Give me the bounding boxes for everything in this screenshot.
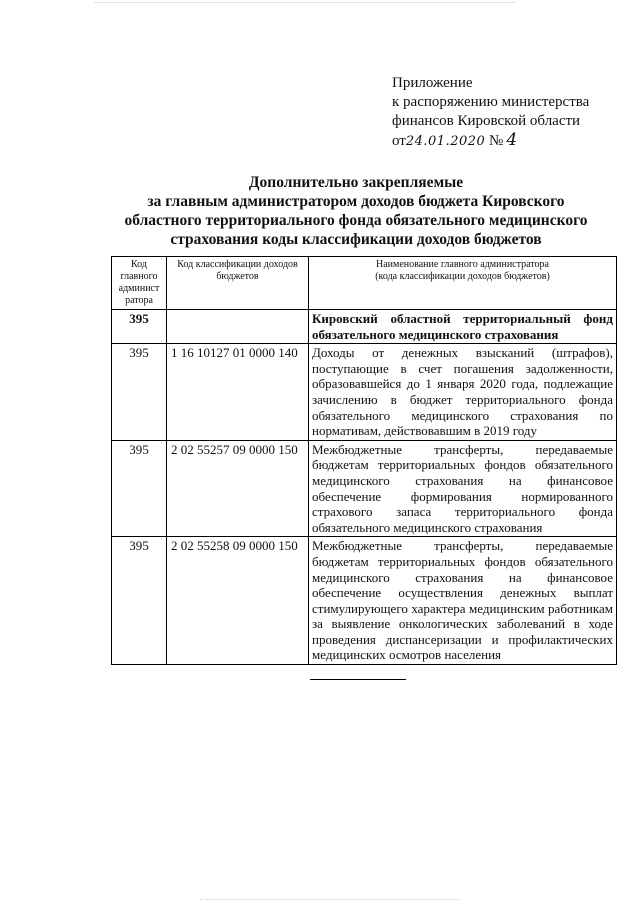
admin-name: Кировский областной территориальный фонд обязательного медицинского страхования bbox=[309, 310, 617, 344]
end-divider bbox=[310, 679, 406, 680]
row-name: Доходы от денежных взысканий (штрафов), поступающие в счет погашения задолженности, образовавшейся до 1 января 2020 года, подлежащие зачислению в бюджет территориального фонда обязательного медицинского страхования по нормативам, действовавшим в 2019 году bbox=[309, 344, 617, 441]
table-row bbox=[112, 344, 617, 441]
handwritten-number: 4 bbox=[506, 130, 518, 150]
table-header-row bbox=[112, 257, 617, 310]
scan-artifact-bottom bbox=[200, 899, 460, 900]
appendix-block bbox=[392, 74, 632, 151]
title-line-3: областного территориального фонда обязательного медицинского bbox=[124, 212, 588, 229]
table-row bbox=[112, 440, 617, 537]
header-admin-code: Код главного админист ратора bbox=[112, 257, 167, 310]
handwritten-date: 24.01.2020 bbox=[405, 134, 486, 149]
header-name-line-2: (кода классификации доходов бюджетов) bbox=[375, 271, 550, 282]
admin-row bbox=[112, 310, 617, 344]
title-line-2: за главным администратором доходов бюджета Кировского bbox=[147, 193, 565, 210]
row-name: Межбюджетные трансферты, передаваемые бюджетам территориальных фондов обязательного медицинского страхования на финансовое обеспечение осуществления денежных выплат стимулирующего характера медицинским работникам за выявление онкологических заболеваний в ходе проведения диспансеризации и профилактических медицинских осмотров населения bbox=[309, 537, 617, 665]
scan-artifact-top bbox=[95, 2, 515, 3]
title-line-4: страхования коды классификации доходов бюджетов bbox=[170, 231, 542, 248]
admin-kbk bbox=[167, 310, 309, 344]
row-name: Межбюджетные трансферты, передаваемые бюджетам территориальных фондов обязательного медицинского страхования на финансовое обеспечение формирования нормированного страхового запаса территориального фонда обязательного медицинского страхования bbox=[309, 440, 617, 537]
document-title bbox=[100, 173, 612, 249]
revenue-codes-table bbox=[111, 256, 617, 665]
row-kbk: 2 02 55258 09 0000 150 bbox=[167, 537, 309, 665]
row-code: 395 bbox=[112, 440, 167, 537]
row-kbk: 2 02 55257 09 0000 150 bbox=[167, 440, 309, 537]
title-line-1: Дополнительно закрепляемые bbox=[248, 174, 464, 191]
header-name-line-1: Наименование главного администратора bbox=[376, 259, 549, 270]
appendix-line-3: финансов Кировской области bbox=[392, 113, 581, 129]
admin-code: 395 bbox=[112, 310, 167, 344]
row-kbk: 1 16 10127 01 0000 140 bbox=[167, 344, 309, 441]
number-label: № bbox=[489, 133, 504, 149]
header-name bbox=[309, 257, 617, 310]
row-code: 395 bbox=[112, 537, 167, 665]
appendix-line-1: Приложение bbox=[392, 75, 473, 91]
row-code: 395 bbox=[112, 344, 167, 441]
appendix-line-2: к распоряжению министерства bbox=[392, 94, 590, 110]
table-row bbox=[112, 537, 617, 665]
appendix-date-line bbox=[392, 131, 632, 151]
from-label: от bbox=[392, 133, 406, 149]
header-kbk: Код классификации доходов бюджетов bbox=[167, 257, 309, 310]
